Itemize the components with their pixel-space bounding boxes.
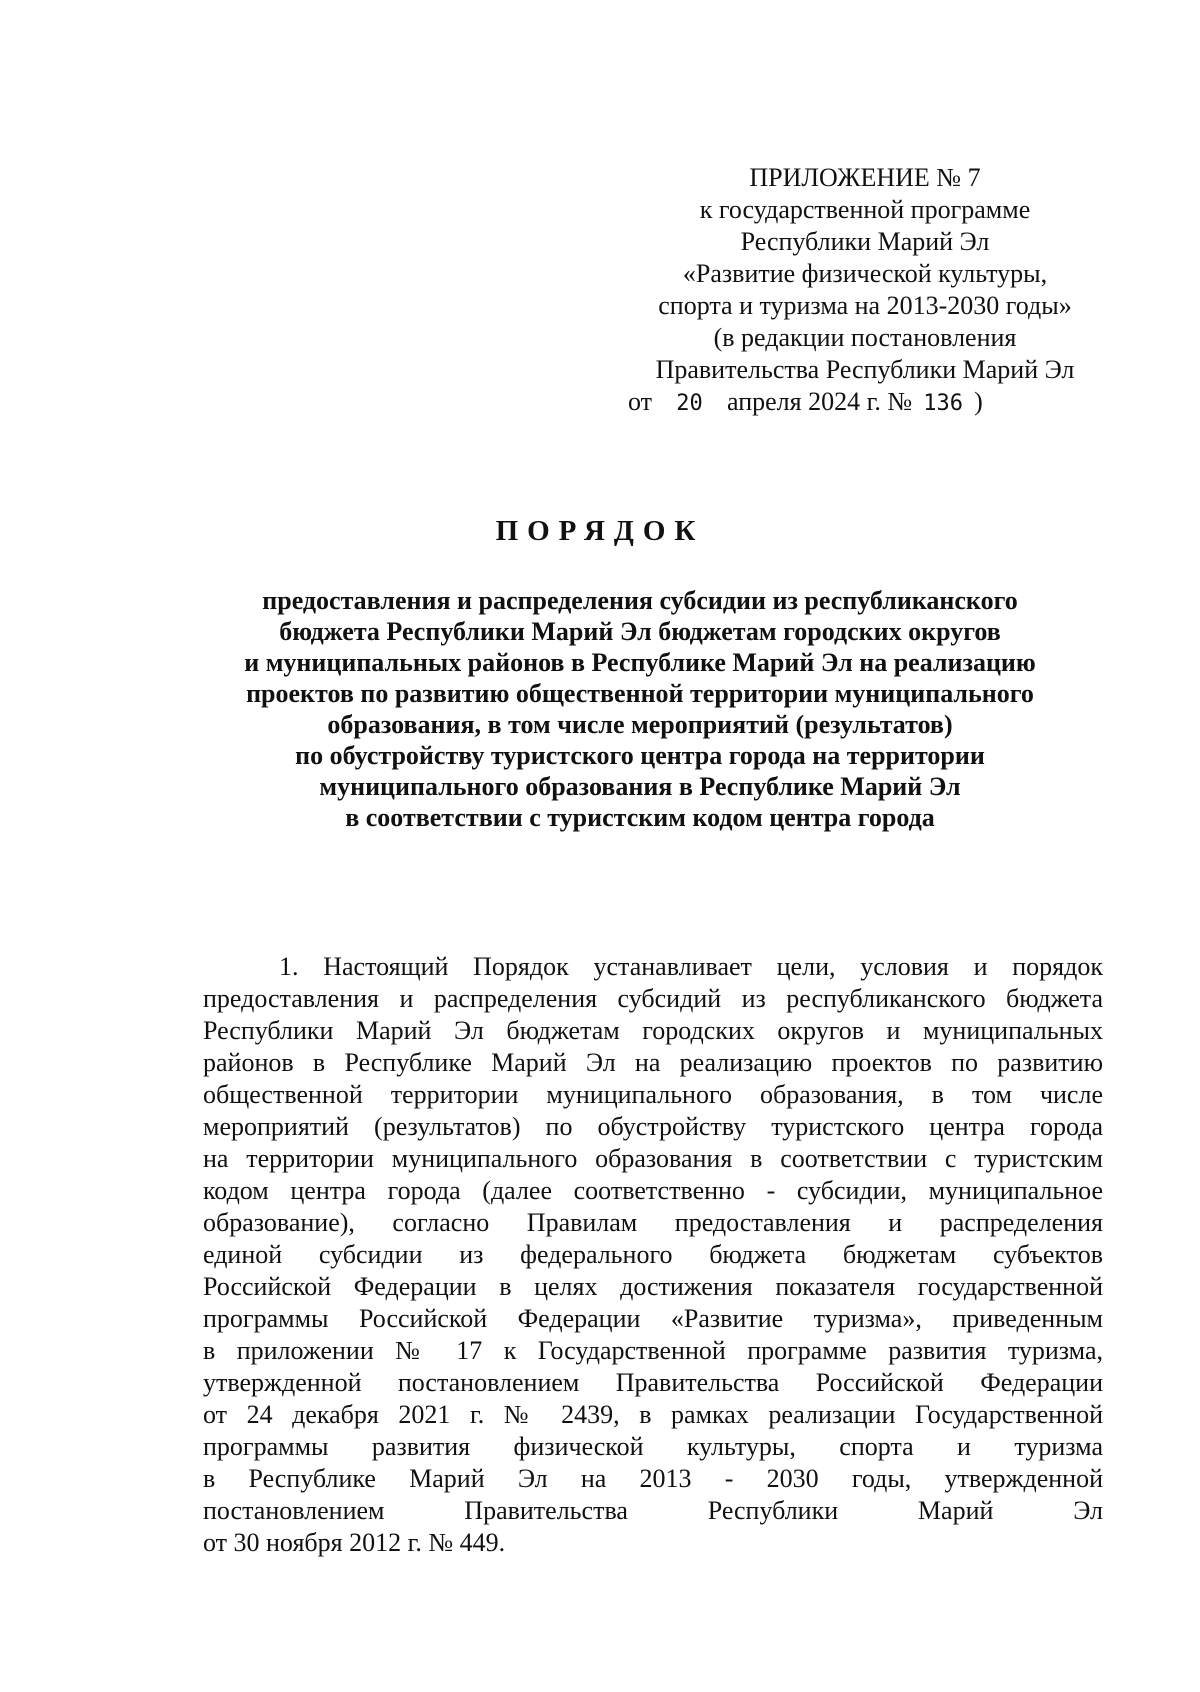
subtitle-line: бюджета Республики Марий Эл бюджетам городских округов — [279, 617, 1001, 646]
appendix-date-line — [600, 386, 1130, 420]
paragraph-line: на территории муниципального образования в соответствии с туристским — [203, 1144, 1103, 1173]
subtitle-line: предоставления и распределения субсидии из республиканского — [262, 586, 1018, 615]
paragraph-line: в Республике Марий Эл на 2013 - 2030 годы, утвержденной — [203, 1464, 1103, 1493]
paragraph-line: утвержденной постановлением Правительства Российской Федерации — [203, 1368, 1103, 1397]
paragraph-line: от 30 ноября 2012 г. № 449. — [203, 1528, 506, 1557]
appendix-block — [600, 162, 1130, 420]
paragraph-line: Республики Марий Эл бюджетам городских округов и муниципальных — [203, 1016, 1103, 1045]
subtitle-line: и муниципальных районов в Республике Марий Эл на реализацию — [244, 648, 1036, 677]
paragraph-line: программы Российской Федерации «Развитие туризма», приведенным — [203, 1304, 1103, 1333]
appendix-line: Правительства Республики Марий Эл — [655, 355, 1075, 384]
document-title: ПОРЯДОК — [495, 515, 705, 547]
subtitle-line: муниципального образования в Республике Марий Эл — [319, 772, 961, 801]
date-number: 136 — [923, 391, 964, 416]
paragraph-1 — [203, 951, 1103, 1559]
paragraph-line: 1. Настоящий Порядок устанавливает цели, условия и порядок — [279, 952, 1103, 981]
subtitle-line: по обустройству туристского центра города на территории — [295, 741, 985, 770]
paragraph-line: общественной территории муниципального образования, в том числе — [203, 1080, 1103, 1109]
subtitle-line: в соответствии с туристским кодом центра города — [345, 803, 935, 832]
date-day: 20 — [676, 391, 703, 416]
paragraph-line: районов в Республике Марий Эл на реализацию проектов по развитию — [203, 1048, 1103, 1077]
paragraph-line: образование), согласно Правилам предоставления и распределения — [203, 1208, 1103, 1237]
document-subtitle — [180, 585, 1100, 833]
appendix-line: спорта и туризма на 2013-2030 годы» — [658, 291, 1072, 320]
paragraph-line: единой субсидии из федерального бюджета бюджетам субъектов — [203, 1240, 1103, 1269]
paragraph-line: от 24 декабря 2021 г. № 2439, в рамках реализации Государственной — [203, 1400, 1103, 1429]
paragraph-line: Российской Федерации в целях достижения показателя государственной — [203, 1272, 1103, 1301]
paragraph-line: в приложении № 17 к Государственной программе развития туризма, — [203, 1336, 1103, 1365]
subtitle-line: образования, в том числе мероприятий (результатов) — [327, 710, 953, 739]
appendix-line: (в редакции постановления — [713, 323, 1017, 352]
appendix-line: к государственной программе — [699, 195, 1031, 224]
date-prefix: от — [628, 387, 653, 416]
subtitle-line: проектов по развитию общественной территории муниципального — [246, 679, 1034, 708]
paragraph-line: предоставления и распределения субсидий из республиканского бюджета — [203, 984, 1103, 1013]
appendix-line: «Развитие физической культуры, — [682, 259, 1048, 288]
paragraph-line: постановлением Правительства Республики Марий Эл — [203, 1496, 1103, 1525]
appendix-line: Республики Марий Эл — [740, 227, 990, 256]
paragraph-line: программы развития физической культуры, спорта и туризма — [203, 1432, 1103, 1461]
date-month-year: апреля 2024 г. № — [727, 387, 913, 416]
appendix-line: ПРИЛОЖЕНИЕ № 7 — [749, 163, 981, 192]
date-close: ) — [974, 387, 983, 416]
paragraph-line: кодом центра города (далее соответственно - субсидии, муниципальное — [203, 1176, 1103, 1205]
paragraph-line: мероприятий (результатов) по обустройству туристского центра города — [203, 1112, 1103, 1141]
